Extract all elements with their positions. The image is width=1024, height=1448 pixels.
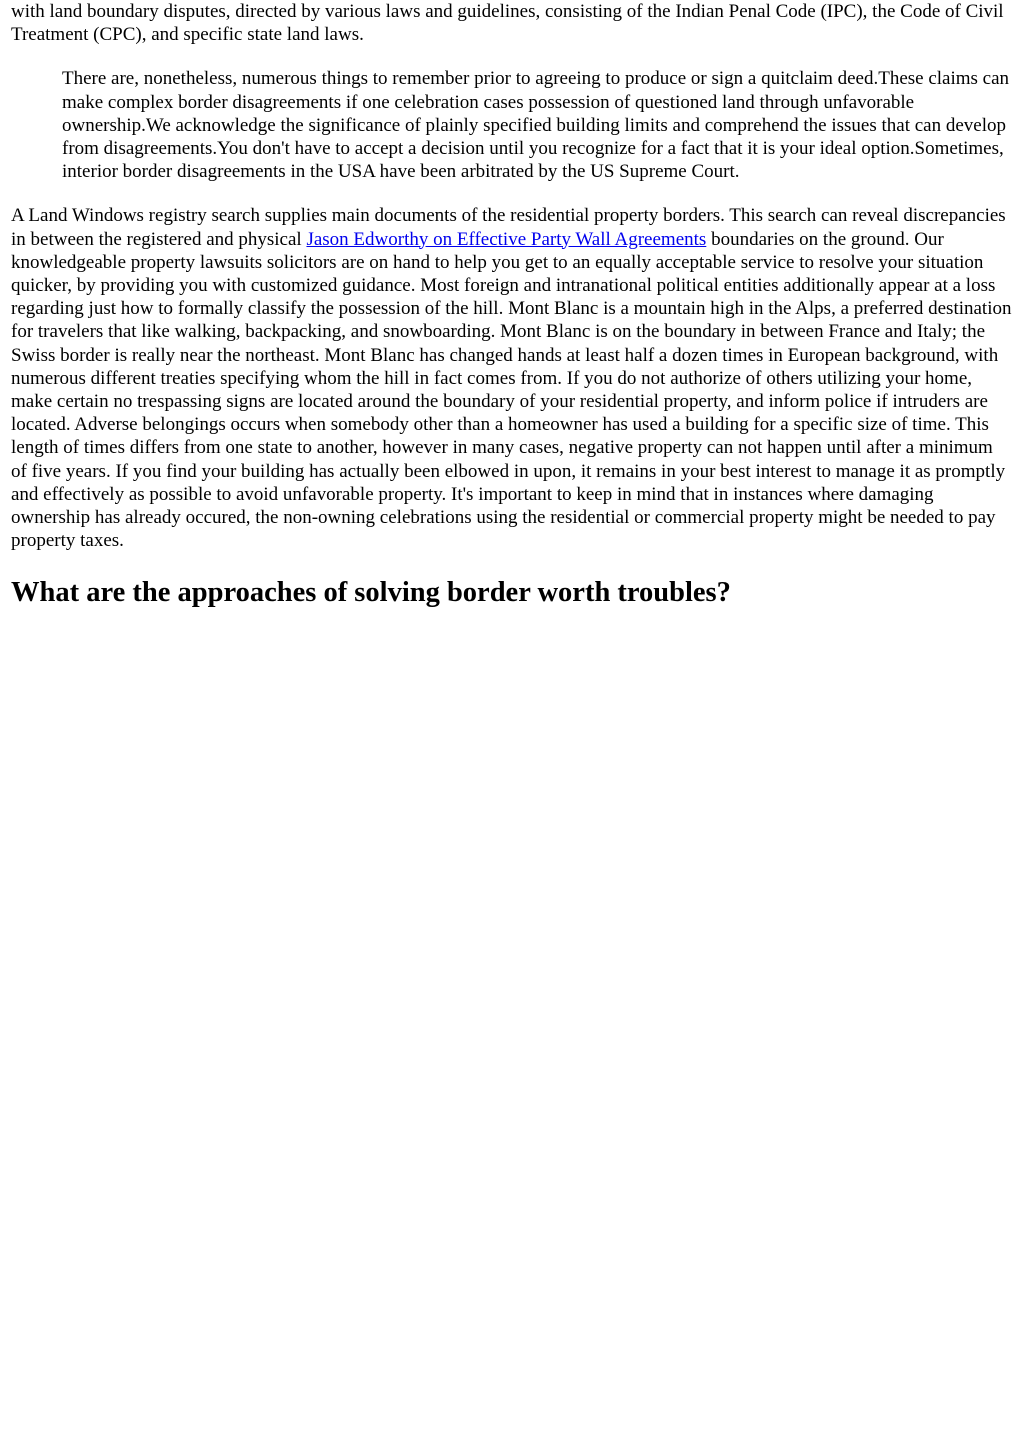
main-paragraph-text-before-link: A Land Windows registry search supplies main documents of the residential property borders. This search can reveal discrepancies in between the registered and physical (11, 205, 1006, 250)
document-page (0, 0, 1024, 610)
intro-paragraph: with land boundary disputes, directed by various laws and guidelines, consisting of the Indian Penal Code (IPC), the Code of Civil Treatment (CPC), and specific state land laws. (11, 1, 1004, 46)
main-paragraph (11, 204, 1013, 552)
indented-quote (62, 67, 1013, 183)
section-heading: What are the approaches of solving border worth troubles? (11, 577, 731, 609)
party-wall-agreements-link[interactable]: Jason Edworthy on Effective Party Wall Agreements (306, 228, 707, 250)
main-paragraph-text-after-link: boundaries on the ground. Our knowledgeable property lawsuits solicitors are on hand to help you get to an equally acceptable service to resolve your situation quicker, by providing you with customized guidance. Most foreign and intranational political entities additionally appear at a loss regarding just how to formally classify the possession of the hill. Mont Blanc is a mountain high in the Alps, a preferred destination for travelers that like walking, backpacking, and snowboarding. Mont Blanc is on the boundary in between France and Italy; the Swiss border is really near the northeast. Mont Blanc has changed hands at least half a dozen times in European background, with numerous different treaties specifying whom the hill in fact comes from. If you do not authorize of others utilizing your home, make certain no trespassing signs are located around the boundary of your residential property, and inform police if intruders are located. Adverse belongings occurs when somebody other than a homeowner has used a building for a specific size of time. This length of times differs from one state to another, however in many cases, negative property can not happen until after a minimum of five years. If you find your building has actually been elbowed in upon, it remains in your best interest to manage it as promptly and effectively as possible to avoid unfavorable property. It's important to keep in mind that in instances where damaging ownership has already occured, the non-owning celebrations using the residential or commercial property might be needed to pay property taxes. (11, 228, 1012, 552)
quote-paragraph: There are, nonetheless, numerous things to remember prior to agreeing to produce or sign a quitclaim deed.These claims can make complex border disagreements if one celebration cases possession of questioned land through unfavorable ownership.We acknowledge the significance of plainly specified building limits and comprehend the issues that can develop from disagreements.You don't have to accept a decision until you recognize for a fact that it is your ideal option.Sometimes, interior border disagreements in the USA have been arbitrated by the US Supreme Court. (62, 68, 1010, 183)
